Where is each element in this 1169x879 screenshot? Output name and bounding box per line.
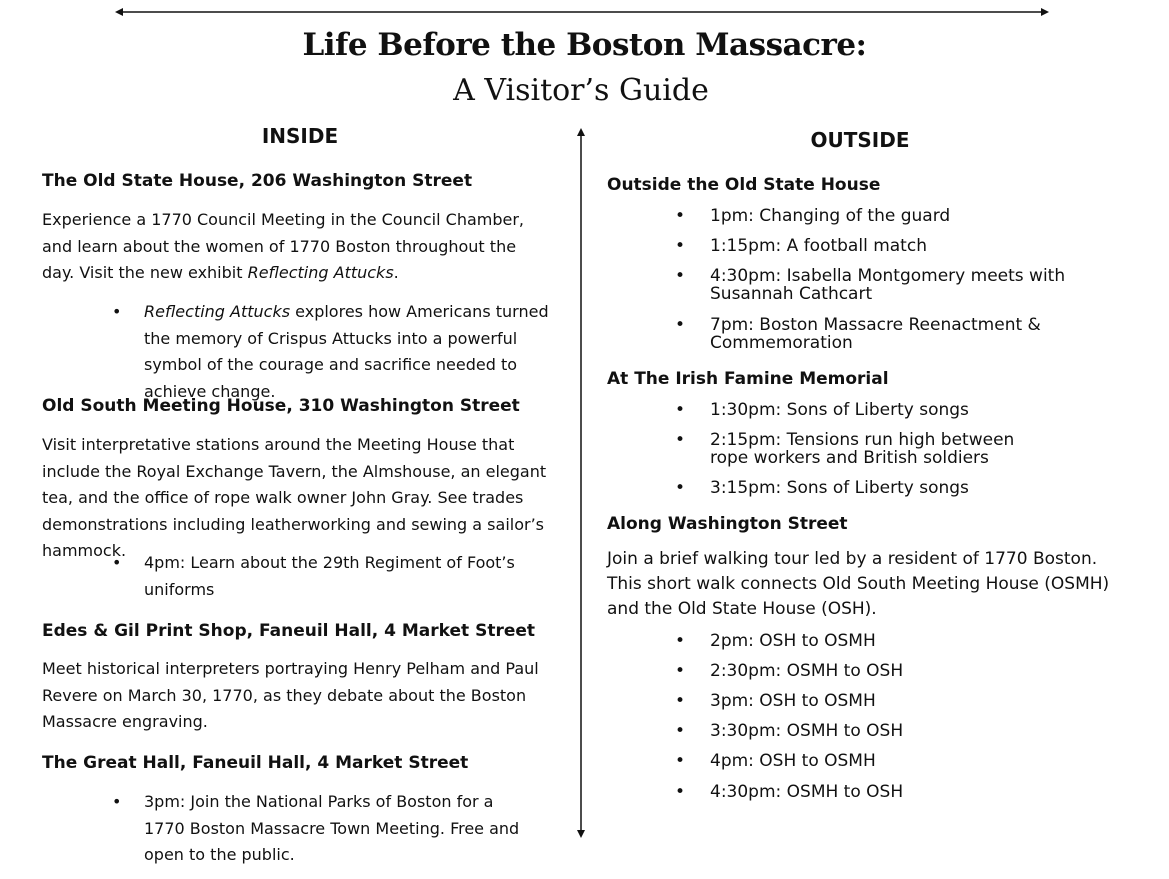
section-title-old-south-meeting-house: Old South Meeting House, 310 Washington Street bbox=[42, 396, 520, 416]
bullet-29th-regiment: • 4pm: Learn about the 29th Regiment of Foot’s uniforms bbox=[144, 550, 534, 603]
page-subtitle: A Visitor’s Guide bbox=[453, 73, 709, 108]
list-item: • 4:30pm: OSMH to OSH bbox=[710, 783, 903, 801]
list-item: • 1:15pm: A football match bbox=[710, 237, 927, 255]
list-item: • 2pm: OSH to OSMH bbox=[710, 632, 876, 650]
bullet-town-meeting: • 3pm: Join the National Parks of Boston for a 1770 Boston Massacre Town Meeting. Free and open to the public. bbox=[144, 789, 539, 869]
list-item: • 4pm: OSH to OSMH bbox=[710, 752, 876, 770]
paragraph-walking-tour: Join a brief walking tour led by a resident of 1770 Boston. This short walk connects Old South Meeting House (OSMH) and the Old State House (OSH). bbox=[607, 549, 1110, 619]
page-title: Life Before the Boston Massacre: bbox=[302, 27, 867, 63]
section-title-outside-old-state-house: Outside the Old State House bbox=[607, 175, 881, 195]
column-divider-arrow bbox=[575, 128, 587, 838]
exhibit-name: Reflecting Attucks bbox=[247, 263, 394, 282]
top-double-arrow-rule bbox=[115, 6, 1049, 18]
outside-heading: OUTSIDE bbox=[810, 128, 910, 152]
section-title-print-shop: Edes & Gil Print Shop, Faneuil Hall, 4 Market Street bbox=[42, 621, 536, 641]
section-title-old-state-house: The Old State House, 206 Washington Street bbox=[42, 171, 473, 191]
list-item: • 1:30pm: Sons of Liberty songs bbox=[710, 401, 969, 419]
list-item: • 1pm: Changing of the guard bbox=[710, 207, 950, 225]
list-item: • 7pm: Boston Massacre Reenactment & Commemoration bbox=[710, 316, 1060, 352]
list-item: • 3:30pm: OSMH to OSH bbox=[710, 722, 903, 740]
paragraph-print-shop: Meet historical interpreters portraying Henry Pelham and Paul Revere on March 30, 1770, as they debate about the Boston Massacre engraving. bbox=[42, 659, 539, 731]
bullet-reflecting-attucks: • Reflecting Attucks explores how Americans turned the memory of Crispus Attucks into a powerful symbol of the courage and sacrifice needed to achieve change. bbox=[144, 299, 559, 405]
paragraph-old-south-meeting-house: Visit interpretative stations around the Meeting House that include the Royal Exchange Tavern, the Almshouse, an elegant tea, and the office of rope walk owner John Gray. See trades demonstrations including leatherworking and sewing a sailor’s hammock. bbox=[42, 435, 547, 560]
list-item: • 2:30pm: OSMH to OSH bbox=[710, 662, 903, 680]
section-title-washington-street: Along Washington Street bbox=[607, 514, 848, 534]
section-title-irish-famine-memorial: At The Irish Famine Memorial bbox=[607, 369, 889, 389]
inside-heading: INSIDE bbox=[261, 124, 339, 148]
paragraph-old-state-house: Experience a 1770 Council Meeting in the Council Chamber, and learn about the women of 1770 Boston throughout the day. Visit the new exhibit Reflecting Attucks. bbox=[42, 210, 525, 282]
list-item: • 3:15pm: Sons of Liberty songs bbox=[710, 479, 969, 497]
list-item: • 4:30pm: Isabella Montgomery meets with Susannah Cathcart bbox=[710, 267, 1080, 303]
list-item: • 2:15pm: Tensions run high between rope workers and British soldiers bbox=[710, 431, 1040, 467]
section-title-great-hall: The Great Hall, Faneuil Hall, 4 Market Street bbox=[42, 753, 469, 773]
list-item: • 3pm: OSH to OSMH bbox=[710, 692, 876, 710]
